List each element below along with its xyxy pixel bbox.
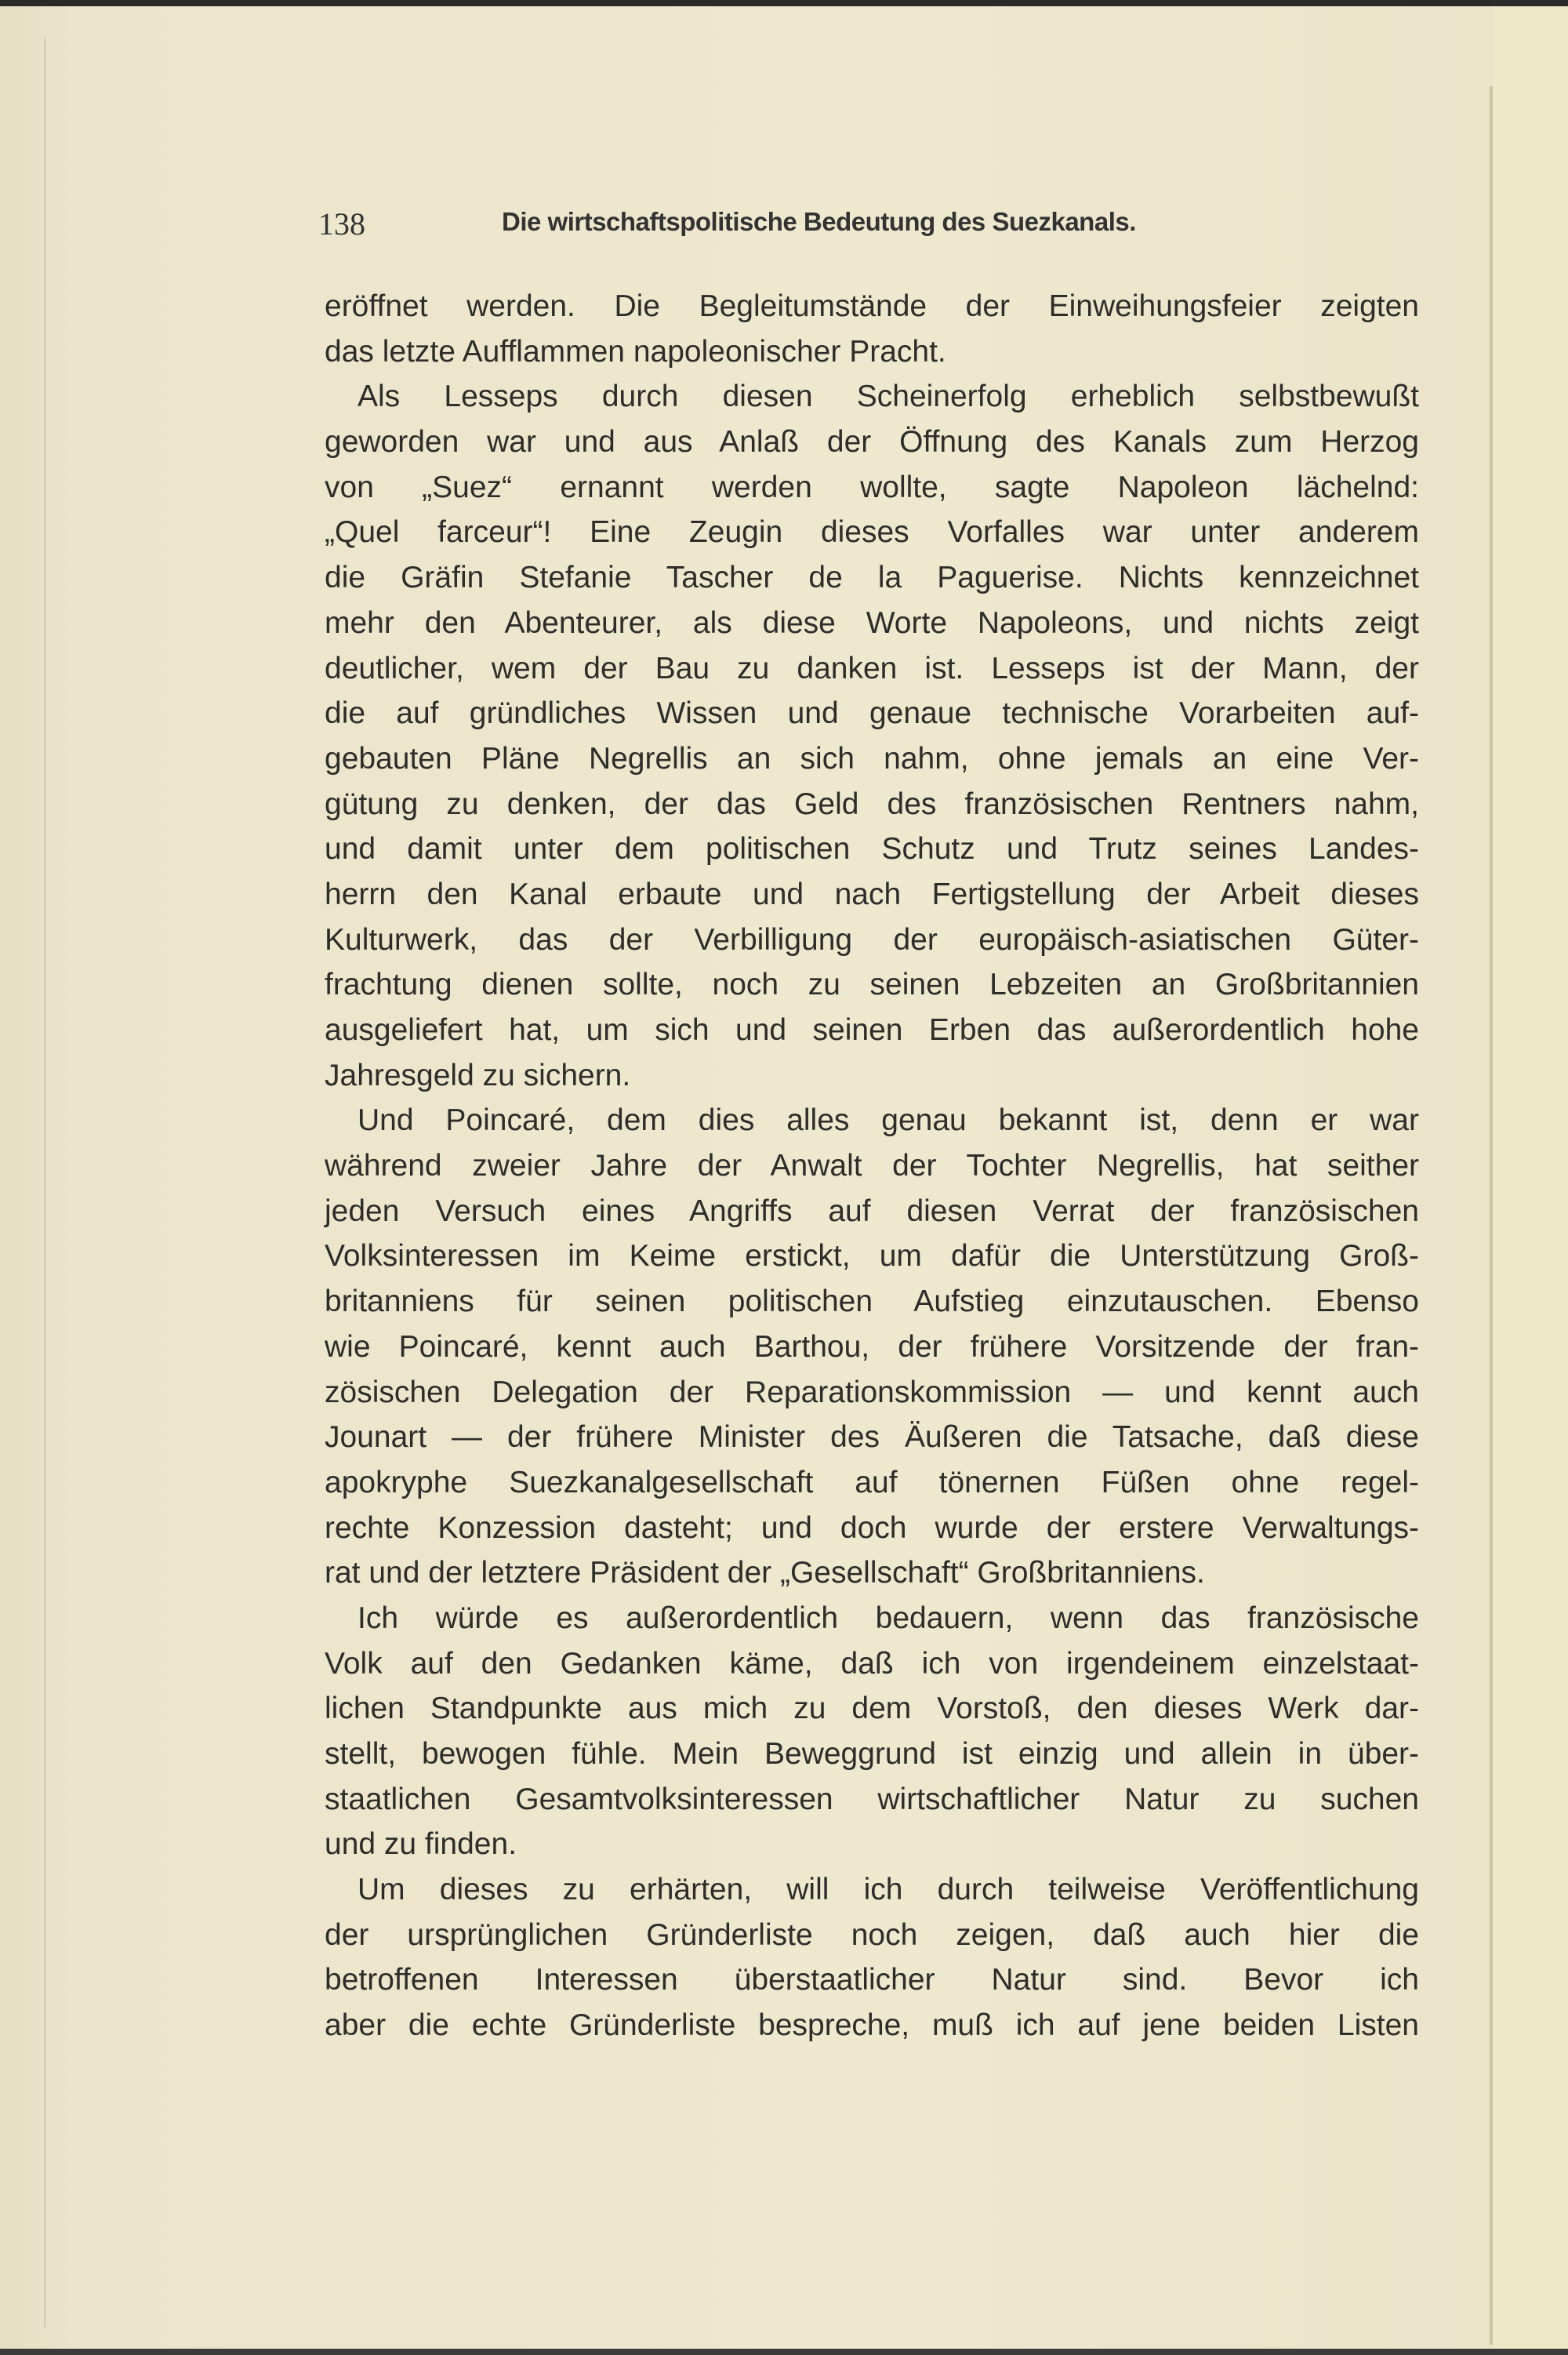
text-line: stellt, bewogen fühle. Mein Beweggrund ist einzig und allein in über- — [325, 1737, 1419, 1771]
text-line: jeden Versuch eines Angriffs auf diesen Verrat der französischen — [325, 1194, 1419, 1228]
text-line: zösischen Delegation der Reparationskommission — und kennt auch — [325, 1375, 1419, 1409]
text-line: apokryphe Suezkanalgesellschaft auf tönernen Füßen ohne regel- — [325, 1465, 1419, 1499]
text-line: die Gräfin Stefanie Tascher de la Paguerise. Nichts kennzeichnet — [325, 561, 1419, 595]
text-line: von „Suez“ ernannt werden wollte, sagte Napoleon lächelnd: — [325, 470, 1419, 504]
text-line: herrn den Kanal erbaute und nach Fertigstellung der Arbeit dieses — [325, 877, 1419, 911]
text-line: und damit unter dem politischen Schutz und Trutz seines Landes- — [325, 832, 1419, 867]
text-line: Jounart — der frühere Minister des Äußeren die Tatsache, daß diese — [325, 1420, 1419, 1455]
text-line: Um dieses zu erhärten, will ich durch teilweise Veröffentlichung — [358, 1873, 1419, 1907]
scan-border-bottom — [0, 2349, 1568, 2355]
text-line: deutlicher, wem der Bau zu danken ist. Lesseps ist der Mann, der — [325, 651, 1419, 685]
next-page-sliver — [1493, 6, 1568, 2349]
paragraph — [325, 374, 1419, 1098]
paragraph — [325, 1098, 1419, 1596]
page-number: 138 — [318, 206, 365, 242]
text-line: wie Poincaré, kennt auch Barthou, der frühere Vorsitzende der fran- — [325, 1329, 1419, 1364]
paragraph — [325, 284, 1419, 374]
text-line: britanniens für seinen politischen Aufstieg einzutauschen. Ebenso — [325, 1285, 1419, 1319]
text-line: aber die echte Gründerliste bespreche, muß ich auf jene beiden Listen — [325, 2008, 1419, 2043]
text-line: Als Lesseps durch diesen Scheinerfolg erheblich selbstbewußt — [358, 380, 1419, 414]
body-text — [325, 284, 1419, 2048]
text-line: „Quel farceur“! Eine Zeugin dieses Vorfalles war unter anderem — [325, 515, 1419, 550]
text-line: Jahresgeld zu sichern. — [325, 1058, 631, 1092]
text-line: das letzte Aufflammen napoleonischer Pracht. — [325, 334, 946, 369]
text-line: betroffenen Interessen überstaatlicher Natur sind. Bevor ich — [325, 1963, 1419, 1997]
paragraph — [325, 1596, 1419, 1867]
text-line: gütung zu denken, der das Geld des französischen Rentners nahm, — [325, 787, 1419, 821]
text-line: Kulturwerk, das der Verbilligung der europäisch-asiatischen Güter- — [325, 922, 1419, 957]
text-line: staatlichen Gesamtvolksinteressen wirtschaftlicher Natur zu suchen — [325, 1782, 1419, 1816]
text-line: geworden war und aus Anlaß der Öffnung des Kanals zum Herzog — [325, 425, 1419, 460]
text-line: Und Poincaré, dem dies alles genau bekannt ist, denn er war — [358, 1103, 1419, 1138]
running-title: Die wirtschaftspolitische Bedeutung des Suezkanals. — [502, 207, 1136, 236]
text-line: ausgeliefert hat, um sich und seinen Erben das außerordentlich hohe — [325, 1013, 1419, 1047]
text-line: frachtung dienen sollte, noch zu seinen Lebzeiten an Großbritannien — [325, 968, 1419, 1002]
text-line: Volk auf den Gedanken käme, daß ich von irgendeinem einzelstaat- — [325, 1646, 1419, 1681]
text-line: gebauten Pläne Negrellis an sich nahm, ohne jemals an eine Ver- — [325, 741, 1419, 776]
text-line: und zu finden. — [325, 1827, 517, 1862]
text-line: rat und der letztere Präsident der „Gesellschaft“ Großbritanniens. — [325, 1556, 1205, 1590]
text-line: rechte Konzession dasteht; und doch wurde der erstere Verwaltungs- — [325, 1510, 1419, 1545]
text-line: der ursprünglichen Gründerliste noch zeigen, daß auch hier die — [325, 1917, 1419, 1952]
text-line: während zweier Jahre der Anwalt der Tochter Negrellis, hat seither — [325, 1149, 1419, 1183]
text-line: lichen Standpunkte aus mich zu dem Vorstoß, den dieses Werk dar- — [325, 1692, 1419, 1726]
text-line: die auf gründliches Wissen und genaue technische Vorarbeiten auf- — [325, 696, 1419, 731]
text-line: Volksinteressen im Keime erstickt, um dafür die Unterstützung Groß- — [325, 1239, 1419, 1274]
text-line: Ich würde es außerordentlich bedauern, wenn das französische — [358, 1601, 1419, 1635]
paragraph — [325, 1867, 1419, 2048]
text-line: eröffnet werden. Die Begleitumstände der Einweihungsfeier zeigten — [325, 289, 1419, 323]
page-edge-line — [44, 38, 45, 2328]
scan-border-top — [0, 0, 1568, 6]
text-line: mehr den Abenteurer, als diese Worte Napoleons, und nichts zeigt — [325, 605, 1419, 640]
